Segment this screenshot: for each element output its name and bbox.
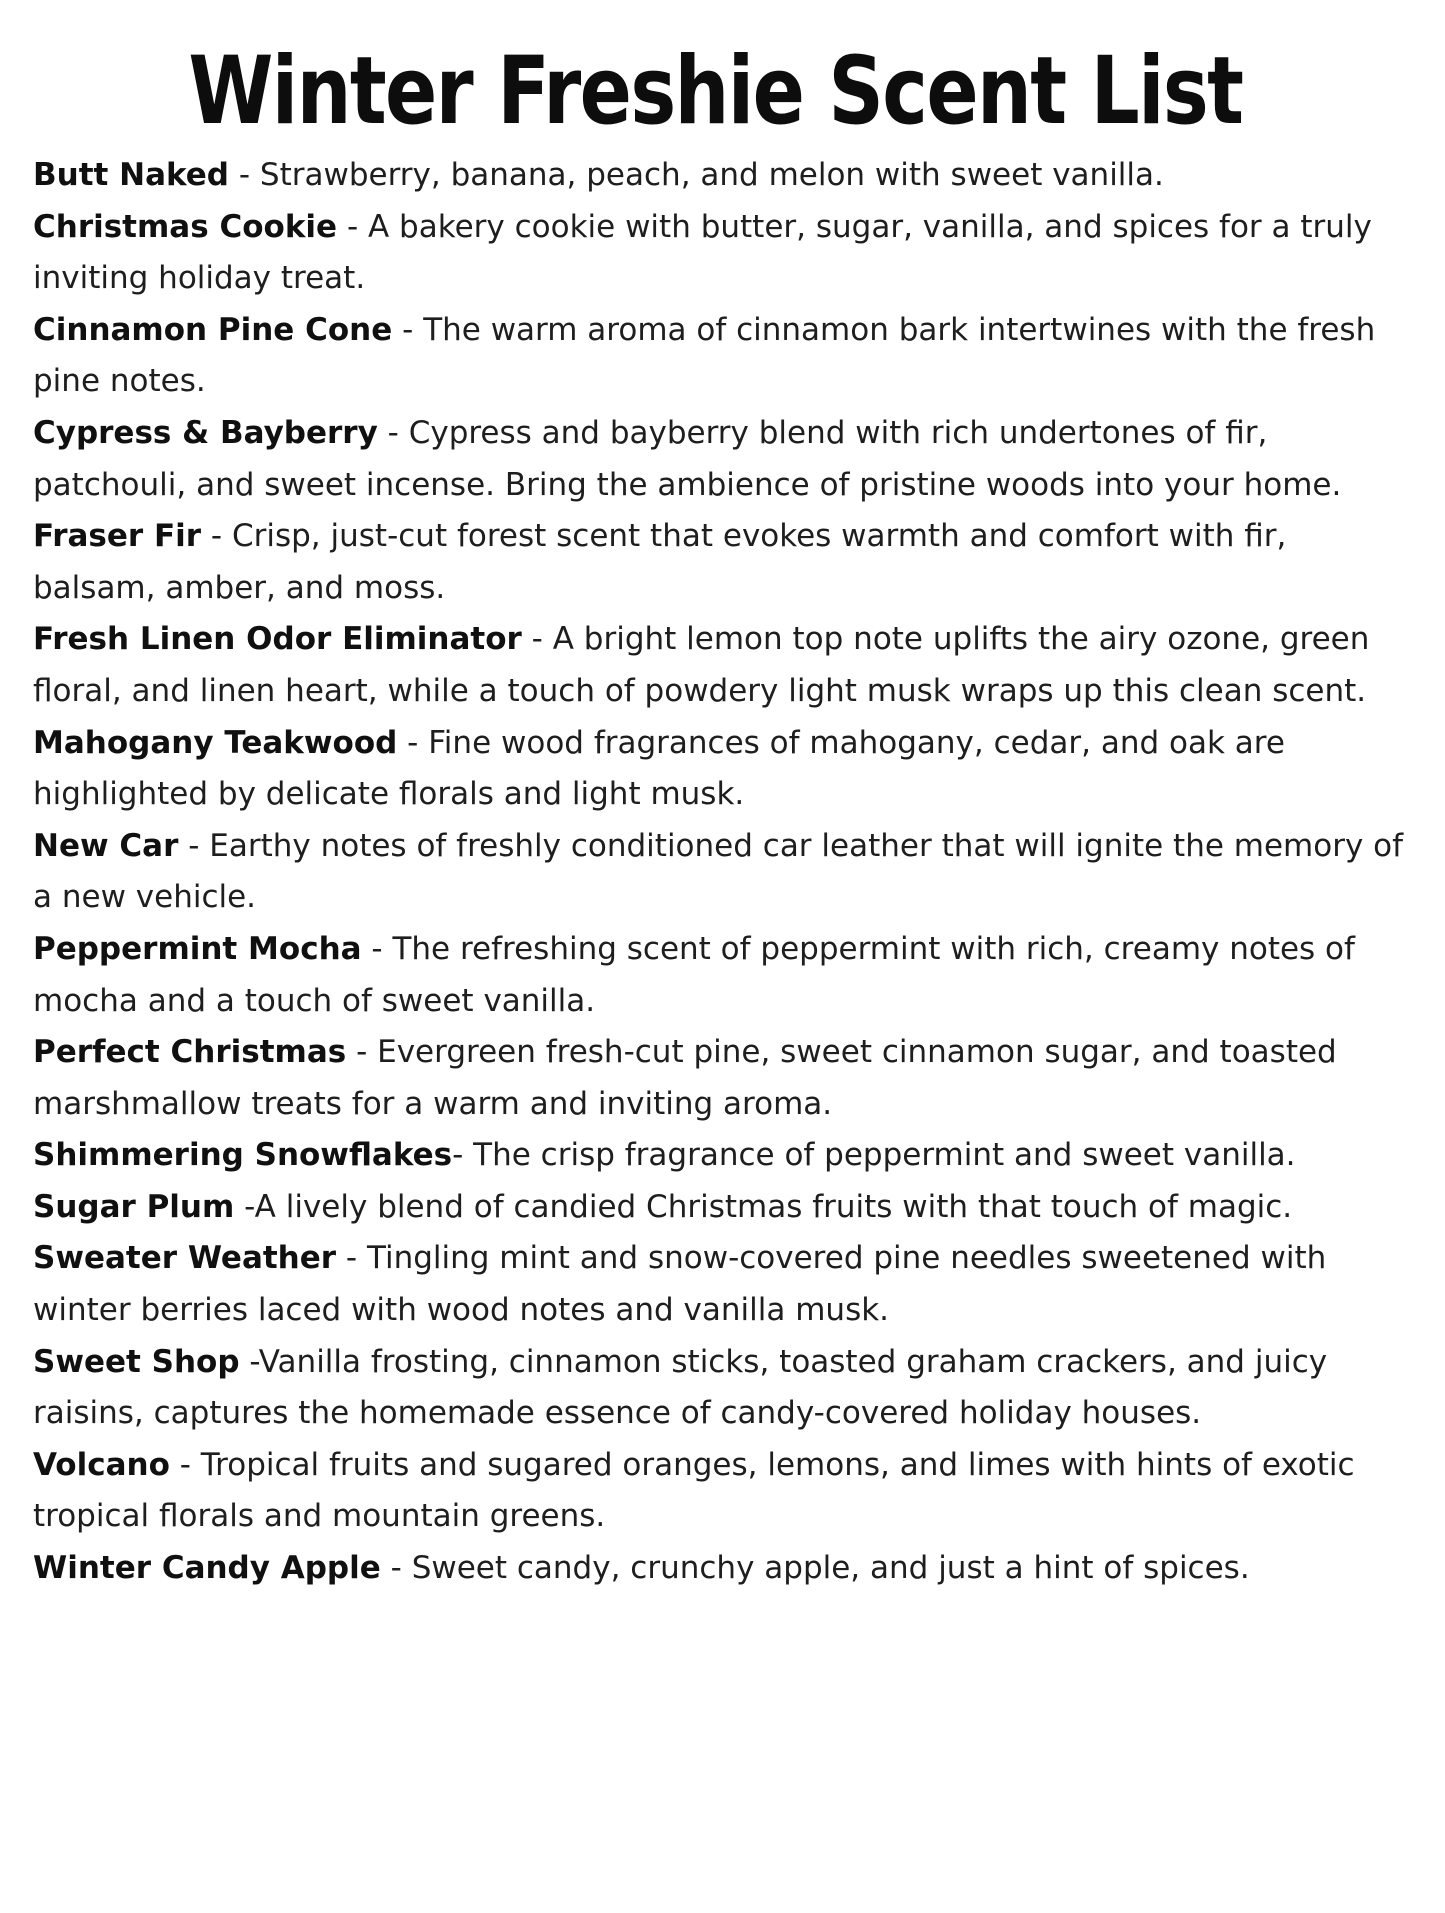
- scent-separator: -: [178, 827, 210, 864]
- scent-separator: -: [229, 157, 260, 193]
- scent-item: [33, 924, 1417, 1027]
- scent-description: Vanilla frosting, cinnamon sticks, toasted graham crackers, and juicy raisins, captures the homemade essence of candy-covered holiday houses.: [33, 1343, 1337, 1432]
- scent-item: [33, 305, 1417, 408]
- scent-item: [33, 1337, 1417, 1440]
- scent-description: Earthy notes of freshly conditioned car leather that will ignite the memory of a new vehicle.: [33, 827, 1413, 916]
- scent-description: Tingling mint and snow-covered pine needles sweetened with winter berries laced with wood notes and vanilla musk.: [33, 1240, 1337, 1329]
- scent-description: The refreshing scent of peppermint with rich, creamy notes of mocha and a touch of sweet vanilla.: [33, 930, 1365, 1019]
- scent-name: Mahogany Teakwood: [33, 724, 398, 761]
- scent-name: Butt Naked: [33, 157, 229, 193]
- scent-name: Fresh Linen Odor Eliminator: [33, 621, 522, 658]
- scent-name: New Car: [33, 827, 179, 864]
- scent-description: Evergreen fresh-cut pine, sweet cinnamon sugar, and toasted marshmallow treats for a warm and inviting aroma.: [33, 1034, 1347, 1122]
- scent-separator: -: [169, 1446, 201, 1483]
- scent-name: Peppermint Mocha: [33, 930, 362, 967]
- scent-item: [33, 1130, 1417, 1182]
- scent-separator: -: [239, 1343, 259, 1380]
- scent-list-page: [0, 37, 1445, 1595]
- scent-description: Crisp, just-cut forest scent that evokes warmth and comfort with fir, balsam, amber, and moss.: [33, 518, 1297, 606]
- scent-name: Sweet Shop: [33, 1343, 240, 1380]
- scent-name: Fraser Fir: [33, 518, 202, 555]
- scent-item: [33, 614, 1417, 717]
- scent-name: Cinnamon Pine Cone: [33, 311, 393, 348]
- scent-name: Sugar Plum: [33, 1188, 235, 1225]
- scent-name: Perfect Christmas: [33, 1034, 347, 1071]
- scent-separator: -: [380, 1550, 412, 1587]
- scent-separator: -: [234, 1188, 255, 1225]
- scent-item: [33, 1182, 1417, 1234]
- scent-item: [33, 1440, 1417, 1543]
- scent-description: Tropical fruits and sugared oranges, lemons, and limes with hints of exotic tropical florals and mountain greens.: [33, 1446, 1365, 1535]
- scent-description: Cypress and bayberry blend with rich undertones of fir, patchouli, and sweet incense. Bring the ambience of pristine woods into your home.: [33, 414, 1342, 503]
- scent-description: Strawberry, banana, peach, and melon with sweet vanilla.: [259, 157, 1164, 193]
- scent-separator: -: [392, 311, 424, 348]
- scent-name: Shimmering Snowflakes: [33, 1137, 453, 1174]
- scent-name: Volcano: [33, 1446, 170, 1483]
- page-title: Winter Freshie Scent List: [188, 37, 1243, 146]
- scent-separator: -: [377, 414, 409, 451]
- scent-description: Sweet candy, crunchy apple, and just a hint of spices.: [411, 1550, 1250, 1587]
- scent-description: The crisp fragrance of peppermint and sweet vanilla.: [473, 1137, 1296, 1174]
- scent-item: [33, 150, 1417, 202]
- scent-item: [33, 718, 1417, 821]
- scent-name: Sweater Weather: [33, 1240, 337, 1277]
- scent-description: A bright lemon top note uplifts the airy ozone, green floral, and linen heart, while a touch of powdery light musk wraps up this clean scent.: [33, 621, 1380, 709]
- scent-description: The warm aroma of cinnamon bark intertwines with the fresh pine notes.: [33, 311, 1386, 400]
- scent-description: Fine wood fragrances of mahogany, cedar, and oak are highlighted by delicate florals and light musk.: [33, 724, 1295, 813]
- scent-name: Winter Candy Apple: [33, 1550, 381, 1587]
- scent-item: [33, 1027, 1417, 1130]
- scent-name: Christmas Cookie: [33, 208, 338, 245]
- scent-separator: -: [397, 724, 429, 761]
- scent-separator: -: [337, 208, 368, 245]
- scent-separator: -: [361, 930, 393, 967]
- scent-item: [33, 1543, 1417, 1595]
- scent-item: [33, 1233, 1417, 1336]
- scent-separator: -: [452, 1137, 474, 1174]
- scent-name: Cypress & Bayberry: [33, 414, 378, 451]
- scent-separator: -: [346, 1034, 378, 1071]
- scent-item: [33, 408, 1417, 511]
- scent-separator: -: [336, 1240, 367, 1277]
- scent-separator: -: [201, 518, 232, 555]
- scent-separator: -: [521, 621, 553, 658]
- scent-list: [33, 150, 1417, 1595]
- scent-item: [33, 202, 1417, 305]
- scent-item: [33, 511, 1417, 614]
- scent-description: A lively blend of candied Christmas fruits with that touch of magic.: [254, 1188, 1293, 1225]
- scent-item: [33, 821, 1417, 924]
- scent-description: A bakery cookie with butter, sugar, vanilla, and spices for a truly inviting holiday treat.: [33, 208, 1382, 297]
